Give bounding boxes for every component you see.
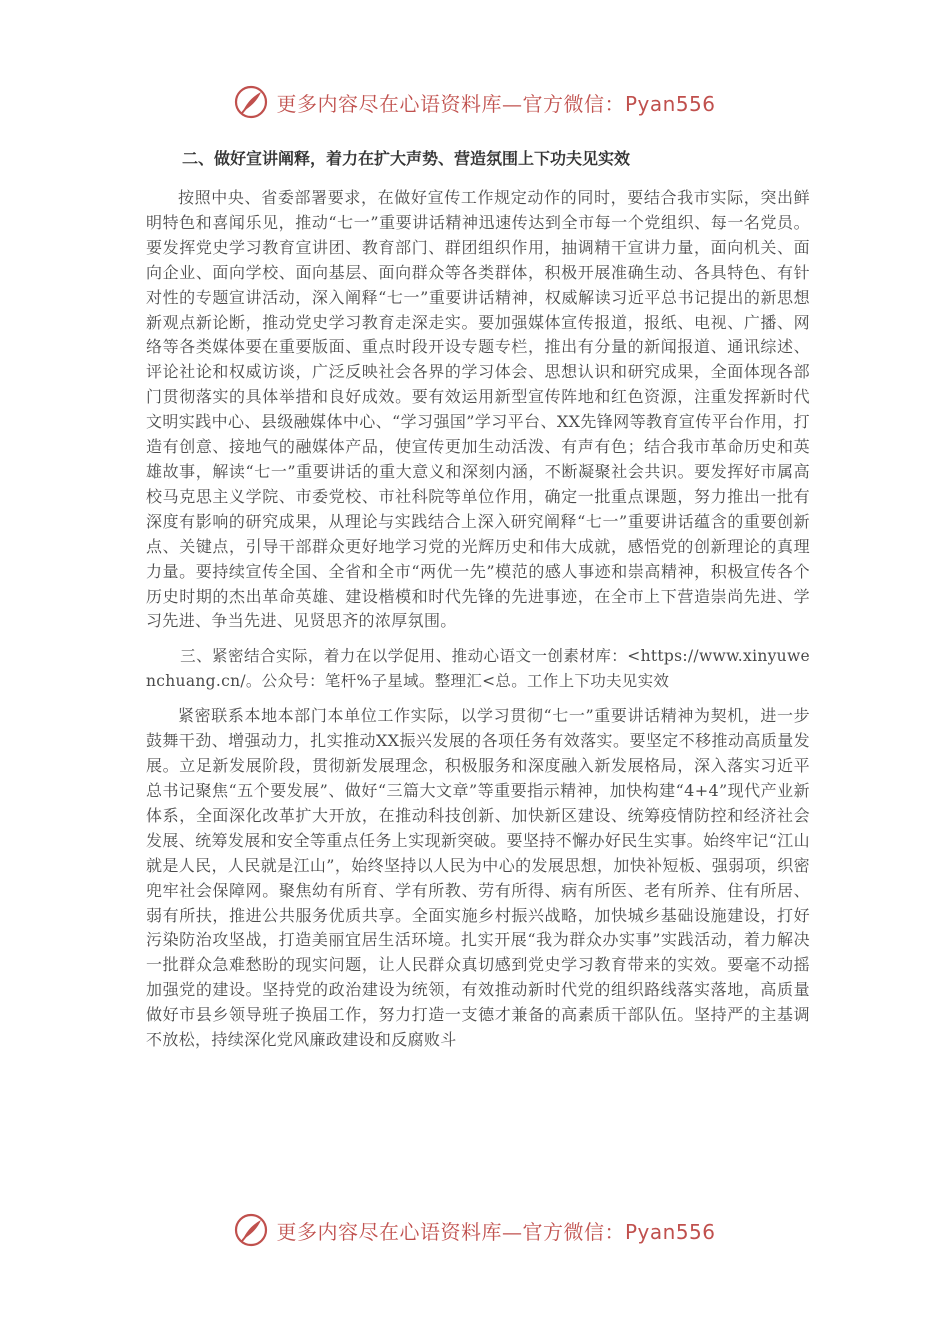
section-heading-2: 二、做好宣讲阐释，着力在扩大声势、营造氛围上下功夫见实效 [182,149,631,168]
quill-pen-logo-icon [234,1213,268,1247]
header-watermark [0,82,950,122]
document-body [146,146,810,1053]
watermark-text: 更多内容尽在心语资料库—官方微信：Pyan556 [276,91,716,116]
watermark-wechat-id: Pyan556 [624,91,716,116]
quill-pen-logo-icon [234,85,268,119]
section-paragraph-2: 按照中央、省委部署要求，在做好宣传工作规定动作的同时，要结合我市实际，突出鲜明特色和喜闻乐见，推动“七一”重要讲话精神迅速传达到全市每一个党组织、每一名党员。要发挥党史学习教育宣讲团、教育部门、群团组织作用，抽调精干宣讲力量，面向机关、面向企业、面向学校、面向基层、面向群众等各类群体，积极开展准确生动、各具特色、有针对性的专题宣讲活动，深入阐释“七一”重要讲话精神，权威解读习近平总书记提出的新思想新观点新论断，推动党史学习教育走深走实。要加强媒体宣传报道，报纸、电视、广播、网络等各类媒体要在重要版面、重点时段开设专题专栏，推出有分量的新闻报道、通讯综述、评论社论和权威访谈，广泛反映社会各界的学习体会、思想认识和研究成果，全面体现各部门贯彻落实的具体举措和良好成效。要有效运用新型宣传阵地和红色资源，注重发挥新时代文明实践中心、县级融媒体中心、“学习强国”学习平台、XX先锋网等教育宣传平台作用，打造有创意、接地气的融媒体产品，使宣传更加生动活泼、有声有色；结合我市革命历史和英雄故事，解读“七一”重要讲话的重大意义和深刻内涵，不断凝聚社会共识。要发挥好市属高校马克思主义学院、市委党校、市社科院等单位作用，确定一批重点课题，努力推出一批有深度有影响的研究成果，从理论与实践结合上深入研究阐释“七一”重要讲话蕴含的重要创新点、关键点，引导干部群众更好地学习党的光辉历史和伟大成就，感悟党的创新理论的真理力量。要持续宣传全国、全省和全市“两优一先”模范的感人事迹和崇高精神，积极宣传各个历史时期的杰出革命英雄、建设楷模和时代先锋的先进事迹，在全市上下营造崇尚先进、学习先进、争当先进、见贤思齐的浓厚氛围。 [146,188,810,631]
section-paragraph-3: 紧密联系本地本部门本单位工作实际，以学习贯彻“七一”重要讲话精神为契机，进一步鼓舞干劲、增强动力，扎实推动XX振兴发展的各项任务有效落实。要坚定不移推动高质量发展。立足新发展阶段，贯彻新发展理念，积极服务和深度融入新发展格局，深入落实习近平总书记聚焦“五个要发展”、做好“三篇大文章”等重要指示精神，加快构建“4+4”现代产业新体系，全面深化改革扩大开放，在推动科技创新、加快新区建设、统筹疫情防控和经济社会发展、统筹发展和安全等重点任务上实现新突破。要坚持不懈办好民生实事。始终牢记“江山就是人民，人民就是江山”，始终坚持以人民为中心的发展思想，加快补短板、强弱项，织密兜牢社会保障网。聚焦幼有所育、学有所教、劳有所得、病有所医、老有所养、住有所居、弱有所扶，推进公共服务优质共享。全面实施乡村振兴战略，加快城乡基础设施建设，打好污染防治攻坚战，打造美丽宜居生活环境。扎实开展“我为群众办实事”实践活动，着力解决一批群众急难愁盼的现实问题，让人民群众真切感到党史学习教育带来的实效。要毫不动摇加强党的建设。坚持党的政治建设为统领，有效推动新时代党的组织路线落实落地，高质量做好市县乡领导班子换届工作，努力打造一支德才兼备的高素质干部队伍。坚持严的主基调不放松，持续深化党风廉政建设和反腐败斗 [146,706,810,1050]
watermark-text: 更多内容尽在心语资料库—官方微信：Pyan556 [276,1219,716,1244]
section-heading-3: 三、紧密结合实际，着力在以学促用、推动心语文一创素材库：<https://www.xinyuwenchuang.cn/。公众号：笔杆%子星域。整理汇<总。工作上下功夫见实效 [146,647,810,691]
footer-watermark [0,1210,950,1250]
watermark-wechat-id: Pyan556 [624,1219,716,1244]
